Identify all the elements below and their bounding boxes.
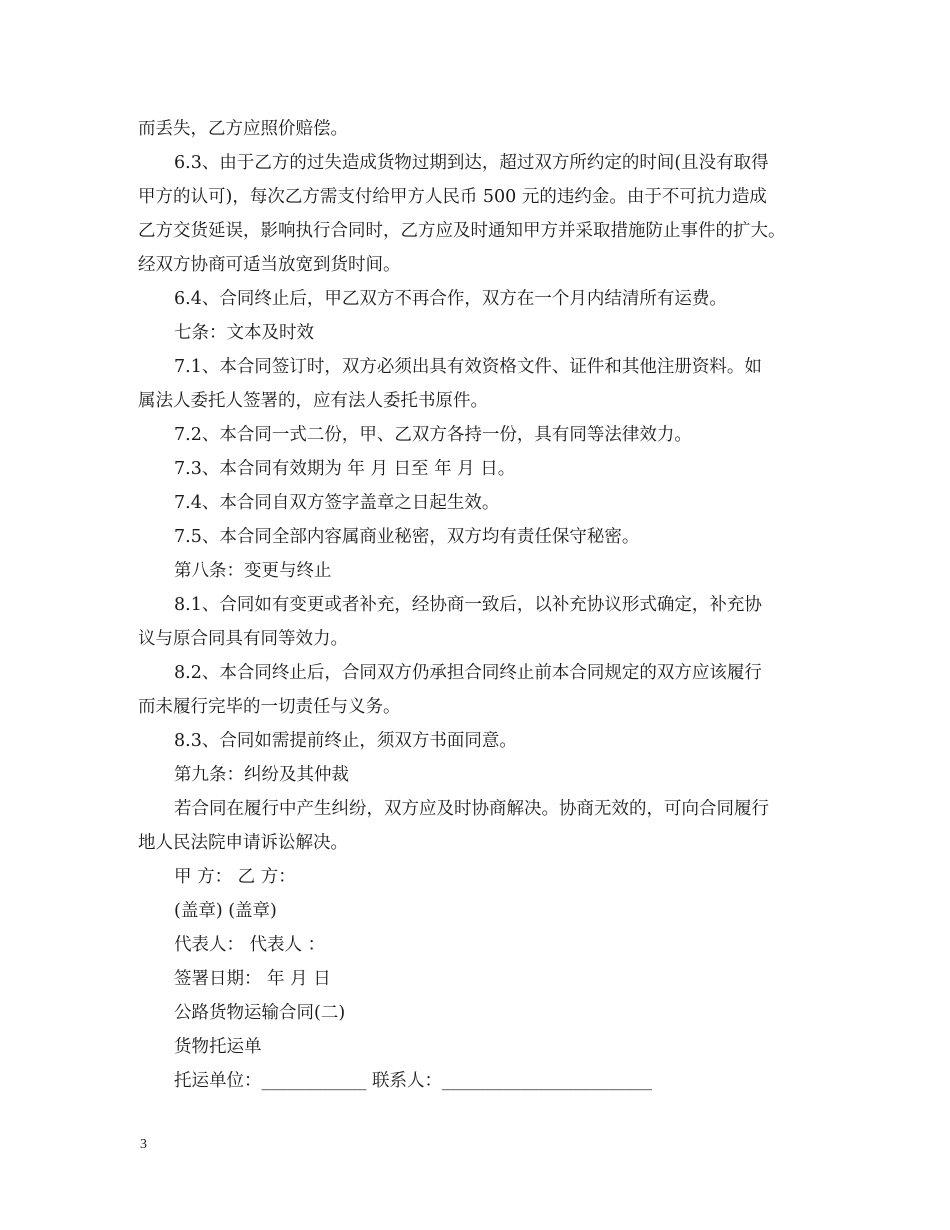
shipper-contact-line: 托运单位：____________ 联系人：________________________: [174, 1071, 653, 1091]
text-line: 6.3、由于乙方的过失造成货物过期到达，超过双方所约定的时间(且没有取得: [174, 153, 769, 173]
text-line: 7.4、本合同自双方签字盖章之日起生效。: [174, 493, 500, 513]
text-line: 8.1、合同如有变更或者补充，经协商一致后，以补充协议形式确定，补充协: [174, 595, 762, 615]
text-line: 经双方协商可适当放宽到货时间。: [138, 255, 401, 275]
seal-line: (盖章) (盖章): [174, 901, 277, 921]
text-line: 7.5、本合同全部内容属商业秘密，双方均有责任保守秘密。: [174, 527, 640, 547]
signing-date-line: 签署日期： 年 月 日: [174, 969, 331, 989]
text-line: 7.2、本合同一式二份，甲、乙双方各持一份，具有同等法律效力。: [174, 425, 692, 445]
signature-parties-line: 甲 方： 乙 方：: [174, 867, 296, 887]
text-line: 6.4、合同终止后，甲乙双方不再合作，双方在一个月内结清所有运费。: [174, 289, 727, 309]
text-line: 8.3、合同如需提前终止，须双方书面同意。: [174, 731, 517, 751]
text-line: 8.2、本合同终止后，合同双方仍承担合同终止前本合同规定的双方应该履行: [174, 663, 762, 683]
section-heading: 七条：文本及时效: [174, 323, 314, 343]
form-title: 货物托运单: [174, 1037, 262, 1057]
text-line: 而未履行完毕的一切责任与义务。: [138, 697, 401, 717]
text-line: 7.3、本合同有效期为 年 月 日至 年 月 日。: [174, 459, 516, 479]
section-heading: 第八条：变更与终止: [174, 561, 332, 581]
section-heading: 第九条：纠纷及其仲裁: [174, 765, 349, 785]
page-number: 3: [140, 1137, 147, 1152]
text-line: 乙方交货延误，影响执行合同时，乙方应及时通知甲方并采取措施防止事件的扩大。: [138, 221, 786, 241]
document-title: 公路货物运输合同(二): [174, 1003, 346, 1023]
text-line: 地人民法院申请诉讼解决。: [138, 833, 348, 853]
text-line: 属法人委托人签署的，应有法人委托书原件。: [138, 391, 488, 411]
text-line: 若合同在履行中产生纠纷，双方应及时协商解决。协商无效的，可向合同履行: [174, 799, 769, 819]
text-line: 7.1、本合同签订时，双方必须出具有效资格文件、证件和其他注册资料。如: [174, 357, 762, 377]
text-line: 而丢失，乙方应照价赔偿。: [138, 119, 348, 139]
text-line: 议与原合同具有同等效力。: [138, 629, 348, 649]
representative-line: 代表人： 代表人 ：: [174, 935, 326, 955]
text-line: 甲方的认可)，每次乙方需支付给甲方人民币 500 元的违约金。由于不可抗力造成: [138, 187, 767, 207]
contract-body: [138, 112, 838, 1098]
